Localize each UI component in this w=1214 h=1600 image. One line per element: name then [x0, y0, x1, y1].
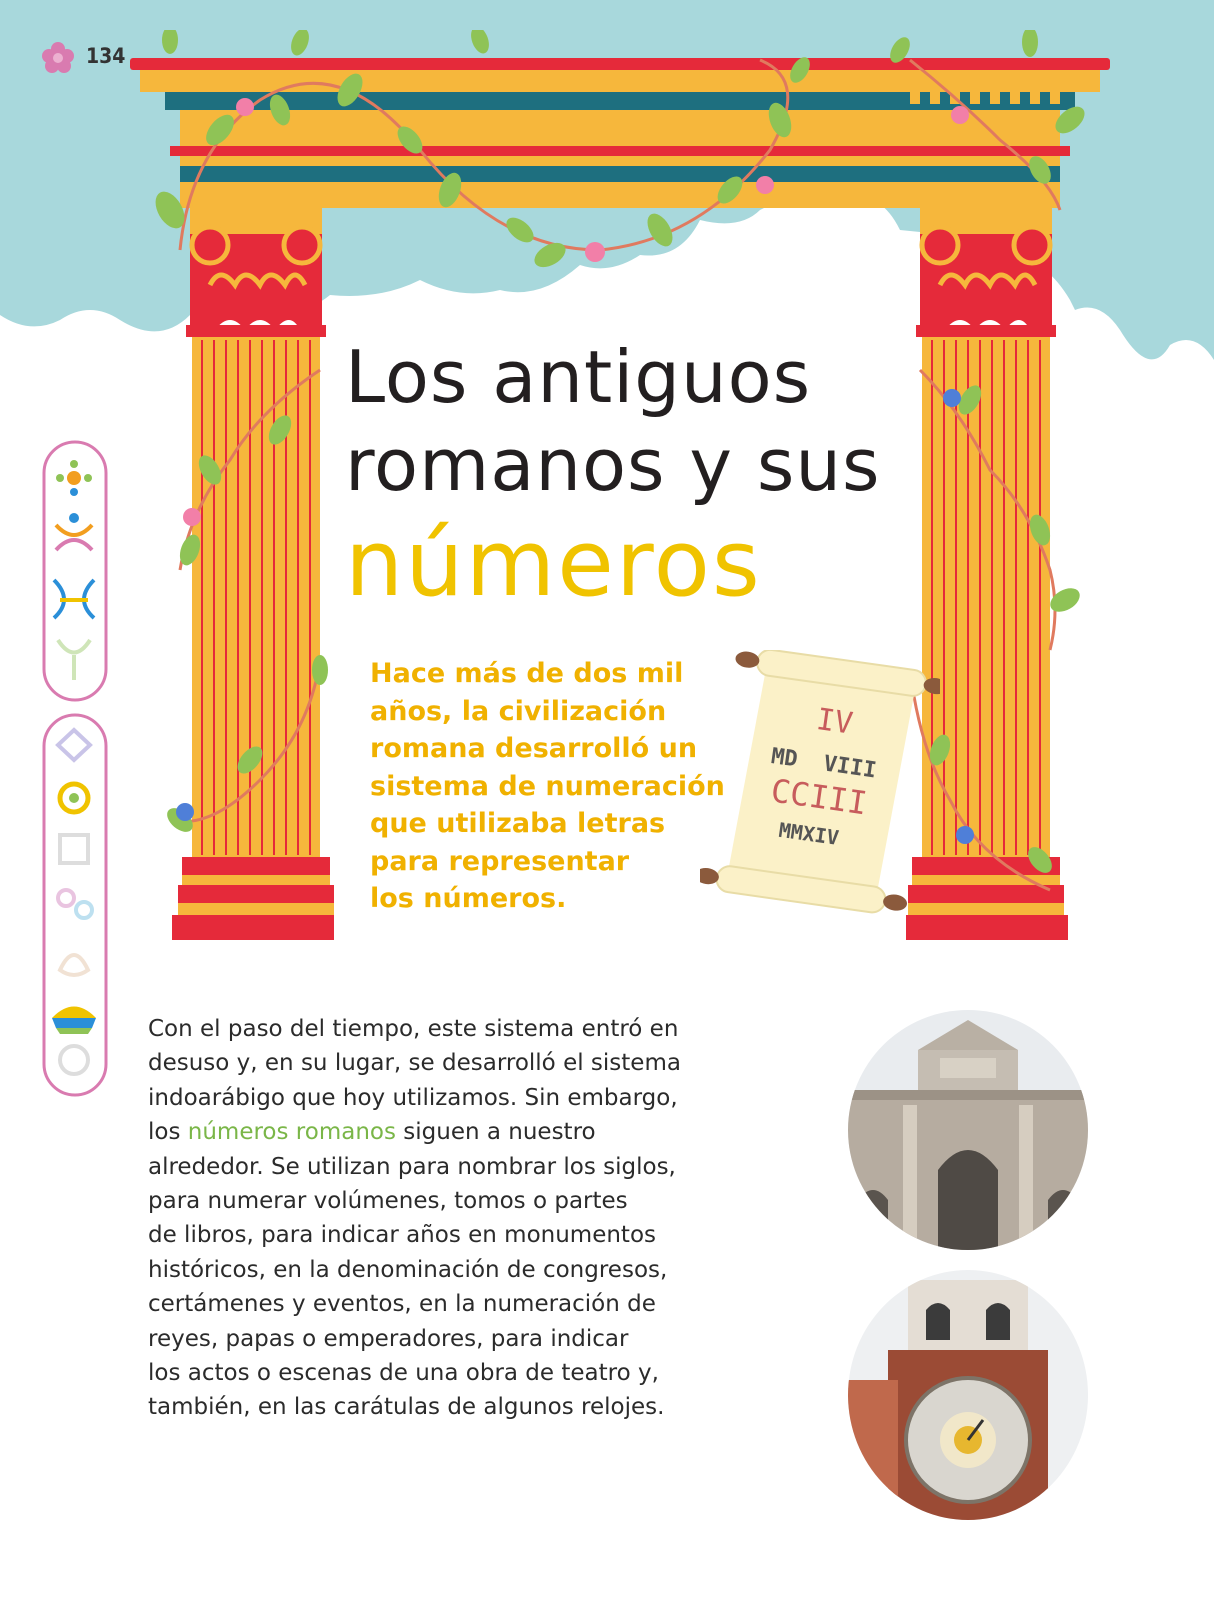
title-line-1: Los antiguos — [345, 335, 812, 419]
sidebar-icons — [40, 440, 112, 1100]
body-line: para numerar volúmenes, tomos o partes — [148, 1188, 628, 1215]
page-number: 134 — [86, 44, 126, 68]
title-line-2: romanos y sus — [345, 423, 881, 507]
body-line: desuso y, en su lugar, se desarrolló el sistema — [148, 1050, 681, 1077]
body-line: certámenes y eventos, en la numeración de — [148, 1291, 656, 1318]
body-line: históricos, en la denominación de congresos, — [148, 1256, 668, 1283]
body-line: Con el paso del tiempo, este sistema entró en — [148, 1016, 679, 1042]
body-line: de libros, para indicar años en monumentos — [148, 1222, 656, 1249]
intro-line: Hace más de dos mil — [370, 658, 684, 689]
body-line: indoarábigo que hoy utilizamos. Sin embargo, — [148, 1084, 678, 1111]
numeral-mmxiv: MMXIV — [777, 817, 841, 850]
intro-paragraph — [370, 655, 740, 918]
body-text-segment: los — [148, 1119, 188, 1146]
monument-gate-photo — [848, 1010, 1088, 1250]
body-text-segment: siguen a nuestro — [395, 1119, 596, 1146]
intro-line: sistema de numeración — [370, 770, 725, 802]
intro-line: para representar — [370, 845, 630, 877]
clock-tower-photo — [848, 1270, 1088, 1520]
title-highlight-word: números — [345, 510, 762, 617]
numeral-iv: IV — [814, 702, 855, 742]
flower-icon — [40, 40, 76, 76]
body-line: reyes, papas o emperadores, para indicar — [148, 1325, 629, 1352]
intro-line: romana desarrolló un — [370, 733, 698, 764]
body-line: también, en las carátulas de algunos relojes. — [148, 1394, 665, 1421]
intro-line: años, la civilización — [370, 695, 667, 727]
numeral-cciii: CCIII — [768, 771, 870, 823]
body-line: los actos o escenas de una obra de teatro y, — [148, 1360, 659, 1387]
scroll-illustration — [700, 650, 940, 930]
intro-line: que utilizaba letras — [370, 808, 666, 839]
body-line — [148, 1115, 758, 1149]
body-paragraph — [148, 1012, 758, 1425]
highlight-term: números romanos — [187, 1119, 396, 1146]
left-column — [172, 208, 334, 940]
intro-line: los números. — [370, 883, 567, 914]
numeral-md-viii: MD VIII — [769, 744, 878, 784]
body-line: alrededor. Se utilizan para nombrar los siglos, — [148, 1153, 676, 1180]
